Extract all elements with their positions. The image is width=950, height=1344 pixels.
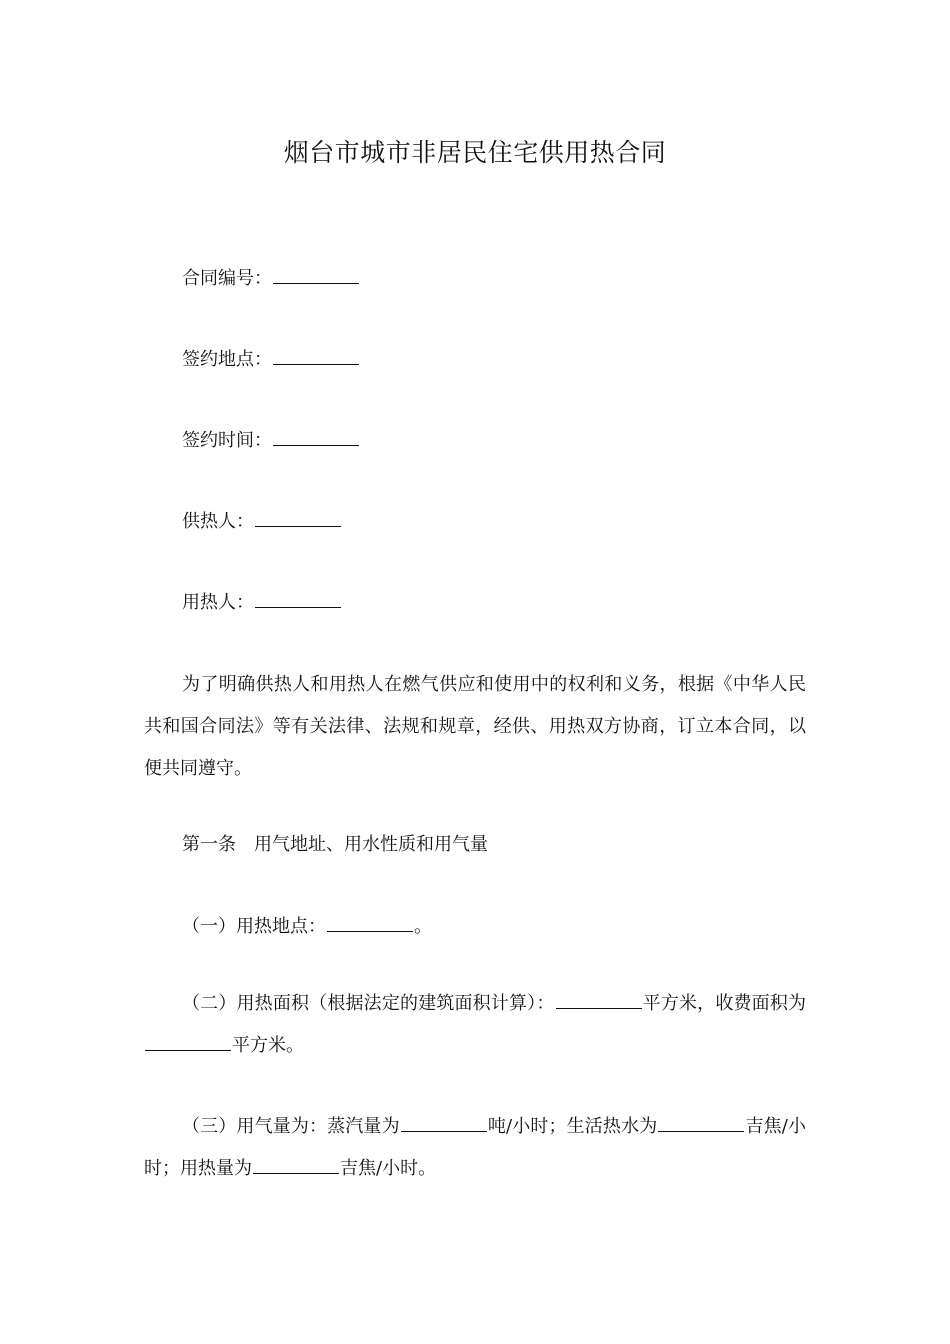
preamble-paragraph: 为了明确供热人和用热人在燃气供应和使用中的权利和义务，根据《中华人民共和国合同法》等有关法律、法规和规章，经供、用热双方协商，订立本合同，以便共同遵守。 — [144, 674, 806, 779]
item-2-billed-area-blank — [145, 1033, 231, 1051]
article-1-item-3 — [144, 1106, 806, 1190]
heat-supplier-field — [182, 509, 342, 534]
heat-supplier-label: 供热人： — [182, 511, 254, 532]
sign-time-field — [182, 428, 360, 453]
item-2-mid: 平方米，收费面积为 — [642, 993, 806, 1014]
item-3-mid-1: 吨/小时；生活热水为 — [487, 1116, 658, 1137]
item-1-location-blank — [327, 914, 413, 932]
heat-user-blank — [255, 590, 341, 608]
heat-user-field — [182, 590, 342, 615]
item-3-prefix: （三）用气量为：蒸汽量为 — [182, 1116, 400, 1137]
contract-number-blank — [273, 266, 359, 284]
contract-number-label: 合同编号： — [182, 268, 272, 289]
item-3-steam-blank — [401, 1114, 487, 1132]
item-2-suffix: 平方米。 — [232, 1035, 304, 1056]
item-1-prefix: （一）用热地点： — [182, 916, 326, 937]
item-3-suffix: 吉焦/小时。 — [340, 1158, 437, 1179]
item-3-heat-amount-blank — [253, 1156, 339, 1174]
sign-place-label: 签约地点： — [182, 349, 272, 370]
item-3-mid-2: 吉焦/小时；用热量为 — [144, 1116, 806, 1179]
article-1-item-2 — [144, 983, 806, 1067]
item-3-hot-water-blank — [658, 1114, 744, 1132]
sign-place-field — [182, 347, 360, 372]
item-1-suffix: 。 — [414, 916, 432, 937]
item-2-area-blank — [556, 991, 642, 1009]
item-2-prefix: （二）用热面积（根据法定的建筑面积计算）： — [182, 993, 555, 1014]
heat-supplier-blank — [255, 509, 341, 527]
article-1-item-1 — [182, 914, 432, 939]
article-1-heading: 第一条 用气地址、用水性质和用气量 — [182, 834, 488, 855]
sign-time-label: 签约时间： — [182, 430, 272, 451]
contract-number-field — [182, 266, 360, 291]
document-title: 烟台市城市非居民住宅供用热合同 — [283, 138, 667, 167]
sign-place-blank — [273, 347, 359, 365]
heat-user-label: 用热人： — [182, 592, 254, 613]
sign-time-blank — [273, 428, 359, 446]
